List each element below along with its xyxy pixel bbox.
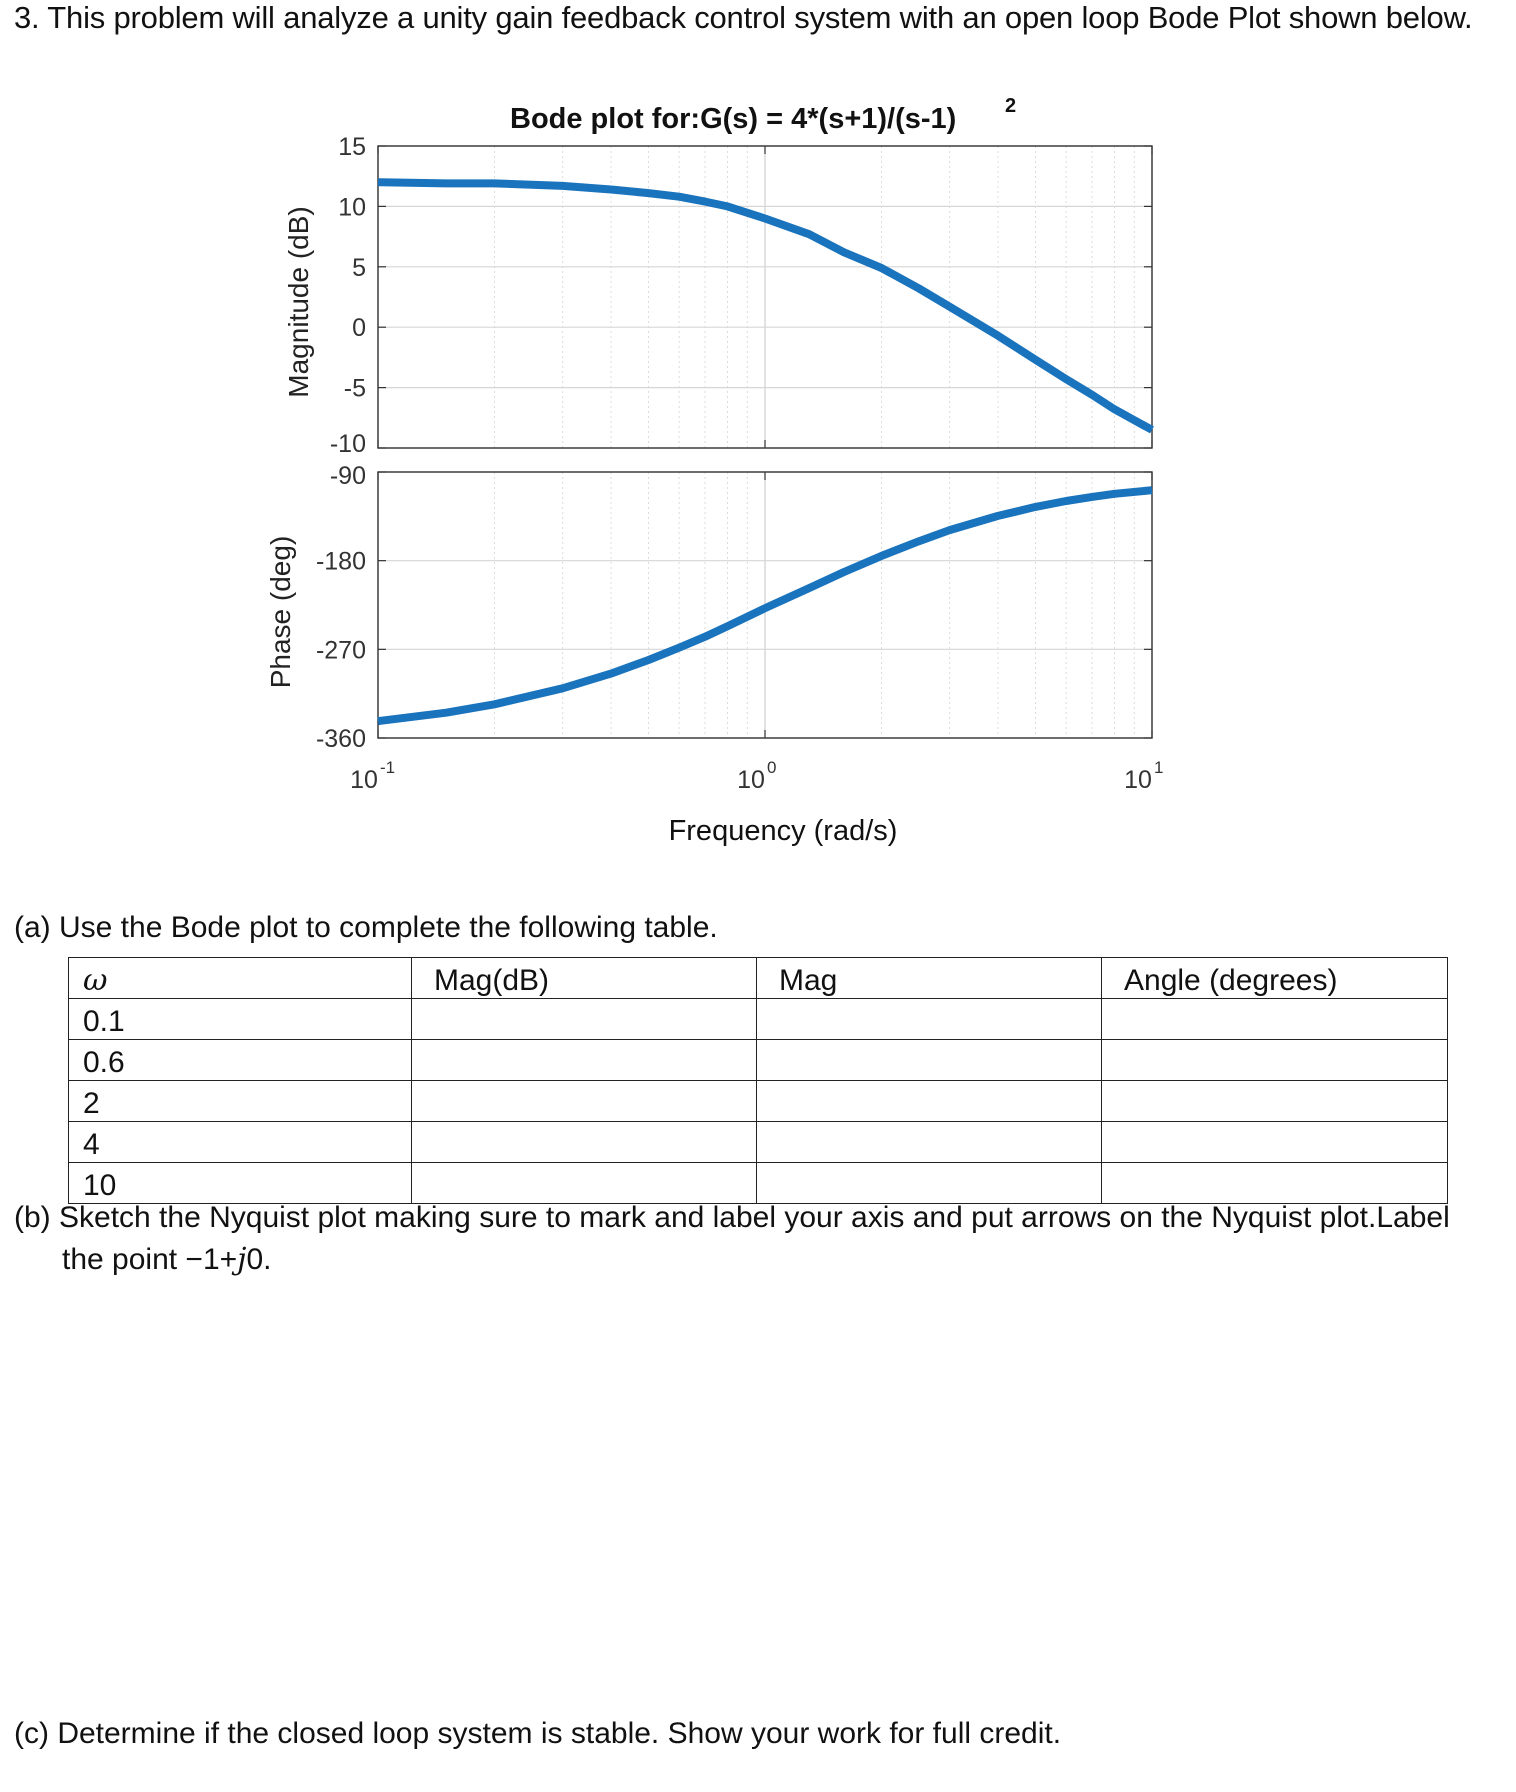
x-tick-label: 10: [350, 766, 378, 794]
mag-db-cell[interactable]: [412, 1122, 757, 1163]
y-tick-label: -360: [315, 725, 366, 753]
table-row: [69, 1040, 1448, 1081]
header-omega: ω: [69, 958, 412, 999]
y-tick-label: 0: [352, 314, 366, 343]
magnitude-panel: [330, 133, 1152, 458]
omega-cell: 2: [69, 1081, 412, 1122]
answer-table: [68, 957, 1448, 1204]
part-b-line2: [14, 1239, 1450, 1281]
angle-cell[interactable]: [1102, 999, 1448, 1040]
omega-cell: 4: [69, 1122, 412, 1163]
y-tick-label: -180: [315, 547, 366, 576]
frequency-axis: [350, 758, 1163, 794]
y-tick-label: -90: [329, 462, 366, 490]
table-row: [69, 999, 1448, 1040]
x-tick-label: 10: [1124, 766, 1152, 794]
angle-cell[interactable]: [1102, 1040, 1448, 1081]
y-tick-label: 5: [352, 253, 366, 282]
angle-cell[interactable]: [1102, 1081, 1448, 1122]
mag-cell[interactable]: [757, 1040, 1102, 1081]
chart-title-superscript: 2: [1005, 95, 1017, 117]
phase-axis-label: Phase (deg): [265, 535, 296, 689]
mag-db-cell[interactable]: [412, 999, 757, 1040]
imaginary-unit: j: [237, 1242, 247, 1277]
part-b-line1: (b) Sketch the Nyquist plot making sure to mark and label your axis and put arrows on the Nyquist plot.Label: [14, 1201, 1450, 1234]
part-b-line2-prefix: the point −1+: [62, 1243, 238, 1276]
omega-cell: 0.1: [69, 999, 412, 1040]
bode-plot-figure: [0, 0, 1516, 860]
magnitude-axis-label: Magnitude (dB): [283, 206, 314, 398]
header-mag-db: Mag(dB): [412, 958, 757, 999]
table-header-row: [69, 958, 1448, 999]
x-tick-exponent: 1: [1154, 758, 1164, 777]
x-tick-label: 10: [737, 766, 765, 794]
omega-cell: 0.6: [69, 1040, 412, 1081]
mag-db-cell[interactable]: [412, 1040, 757, 1081]
x-tick-exponent: 0: [767, 758, 777, 777]
part-b-line2-suffix: 0.: [246, 1243, 272, 1276]
angle-cell[interactable]: [1102, 1122, 1448, 1163]
part-c-text: (c) Determine if the closed loop system is stable. Show your work for full credit.: [14, 1717, 1062, 1750]
part-b-text: [14, 1197, 1450, 1281]
mag-cell[interactable]: [757, 1081, 1102, 1122]
mag-cell[interactable]: [757, 999, 1102, 1040]
mag-cell[interactable]: [757, 1122, 1102, 1163]
table-row: [69, 1122, 1448, 1163]
y-tick-label: -270: [315, 636, 366, 665]
frequency-axis-label: Frequency (rad/s): [668, 815, 898, 847]
mag-db-cell[interactable]: [412, 1081, 757, 1122]
problem-heading: 3. This problem will analyze a unity gain feedback control system with an open loop Bode Plot shown below.: [14, 0, 1473, 35]
y-tick-label: -5: [343, 374, 366, 403]
x-tick-exponent: -1: [380, 758, 396, 777]
y-tick-label: 15: [338, 133, 366, 161]
header-mag: Mag: [757, 958, 1102, 999]
header-angle: Angle (degrees): [1102, 958, 1448, 999]
chart-title: Bode plot for:G(s) = 4*(s+1)/(s-1): [510, 103, 957, 135]
y-tick-label: -10: [329, 430, 366, 458]
table-row: [69, 1081, 1448, 1122]
phase-panel: [316, 462, 1152, 753]
omega-cell: 10: [69, 1163, 412, 1204]
y-tick-label: 10: [338, 193, 366, 222]
part-a-text: (a) Use the Bode plot to complete the following table.: [14, 911, 718, 944]
